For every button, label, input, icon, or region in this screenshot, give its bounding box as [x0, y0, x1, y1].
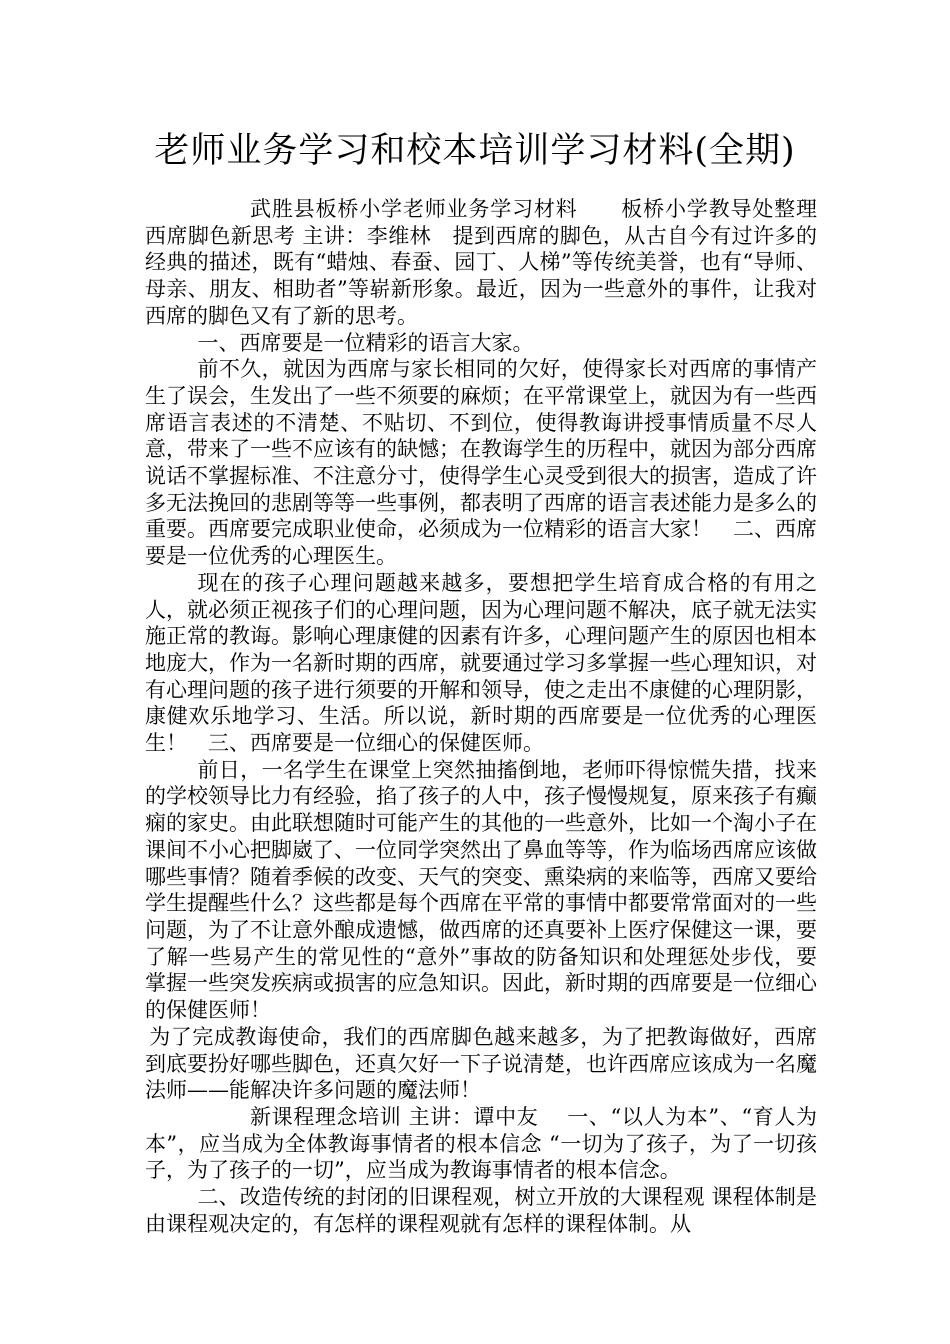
paragraph-curriculum-view: 二、改造传统的封闭的旧课程观，树立开放的大课程观 课程体制是由课程观决定的，有怎样的课程观就有怎样的课程体制。从	[145, 1185, 817, 1236]
section-heading-language: 一、西席要是一位精彩的语言大家。	[197, 330, 534, 355]
document-title: 老师业务学习和校本培训学习材料(全期)	[154, 131, 796, 171]
paragraph-conclusion: 为了完成教诲使命，我们的西席脚色越来越多，为了把教诲做好，西席到底要扮好哪些脚色，还真欠好一下子说清楚，也许西席应该成为一名魔法师——能解决许多问题的魔法师！	[145, 1024, 817, 1103]
paragraph-psychology: 现在的孩子心理问题越来越多，要想把学生培育成合格的有用之人，就必须正视孩子们的心理问题，因为心理问题不解决，底子就无法实施正常的教诲。影响心理康健的因素有许多，心理问题产生的原因也相本地庞大，作为一名新时期的西席，就要通过学习多掌握一些心理知识，对有心理问题的孩子进行须要的开解和领导，使之走出不康健的心理阴影，康健欢乐地学习、生活。所以说，新时期的西席要是一位优秀的心理医生！ 三、西席要是一位细心的保健医师。	[145, 570, 817, 756]
document-body	[145, 196, 838, 1237]
paragraph-intro: 武胜县板桥小学老师业务学习材料 板桥小学教导处整理 西席脚色新思考 主讲：李维林 提到西席的脚色，从古自今有过许多的经典的描述，既有“蜡烛、春蚕、园丁、人梯”等传统美誉，也有“导师、母亲、朋友、相助者”等崭新形象。最近，因为一些意外的事件，让我对西席的脚色又有了新的思考。	[145, 197, 838, 328]
paragraph-language: 前不久，就因为西席与家长相同的欠好，使得家长对西席的事情产生了误会，生发出了一些不须要的麻烦；在平常课堂上，就因为有一些西席语言表述的不清楚、不贴切、不到位，使得教诲讲授事情质量不尽人意，带来了一些不应该有的缺憾；在教诲学生的历程中，就因为部分西席说话不掌握标准、不注意分寸，使得学生心灵受到很大的损害，造成了许多无法挽回的悲剧等等一些事例，都表明了西席的语言表述能力是多么的重要。西席要完成职业使命，必须成为一位精彩的语言大家！ 二、西席要是一位优秀的心理医生。	[145, 357, 817, 569]
paragraph-new-curriculum: 新课程理念培训 主讲：谭中友 一、“以人为本”、“育人为本”，应当成为全体教诲事情者的根本信念 “一切为了孩子，为了一切孩子，为了孩子的一切”，应当成为教诲事情者的根本信念。	[145, 1104, 817, 1183]
paragraph-health: 前日，一名学生在课堂上突然抽搐倒地，老师吓得惊慌失措，找来的学校领导比力有经验，掐了孩子的人中，孩子慢慢规复，原来孩子有癫痫的家史。由此联想随时可能产生的其他的一些意外，比如一个淘小子在课间不小心把脚崴了、一位同学突然出了鼻血等等，作为临场西席应该做哪些事情？随着季候的改变、天气的突变、熏染病的来临等，西席又要给学生提醒些什么？这些都是每个西席在平常的事情中都要常常面对的一些问题，为了不让意外酿成遗憾，做西席的还真要补上医疗保健这一课，要了解一些易产生的常见性的“意外”事故的防备知识和处理惩处步伐，要掌握一些突发疾病或损害的应急知识。因此，新时期的西席要是一位细心的保健医师！	[145, 757, 817, 1023]
